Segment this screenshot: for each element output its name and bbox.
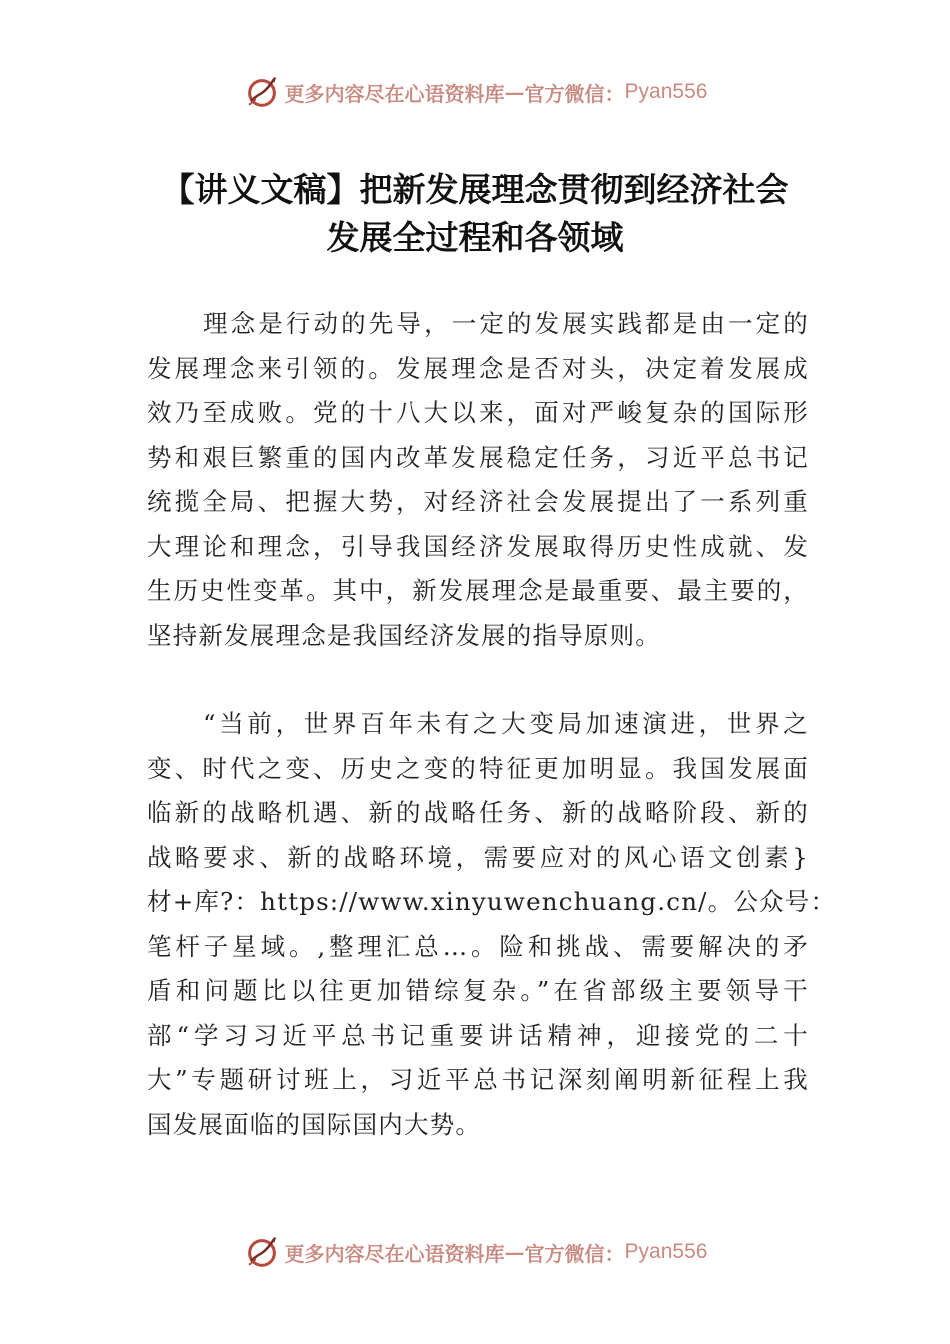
title-line-2: 发展全过程和各领域	[326, 218, 624, 257]
pen-logo-icon	[243, 73, 281, 111]
paragraph-1-line: 理念是行动的先导，一定的发展实践都是由一定的	[203, 309, 809, 338]
header-banner-suffix: 官方微信：	[524, 81, 625, 106]
footer-banner-text: 更多内容尽在心语资料库	[284, 1241, 505, 1266]
paragraph-2-line: 变、时代之变、历史之变的特征更加明显。我国发展面	[147, 753, 809, 783]
paragraph-1-line: 生历史性变革。其中，新发展理念是最重要、最主要的，	[147, 576, 809, 605]
pen-logo-icon	[243, 1233, 281, 1271]
paragraph-1-line: 大理论和理念，引导我国经济发展取得历史性成就、发	[147, 531, 809, 561]
paragraph-2-line: 部“学习习近平总书记重要讲话精神，迎接党的二十	[147, 1020, 809, 1050]
footer-banner-suffix: 官方微信：	[524, 1241, 625, 1266]
footer-banner-account: Pyan556	[624, 1240, 708, 1263]
paragraph-2-line: 大”专题研讨班上，习近平总书记深刻阐明新征程上我	[147, 1065, 809, 1094]
footer-banner-content	[243, 1233, 708, 1271]
paragraph-2-line: 国发展面临的国际国内大势。	[147, 1109, 482, 1139]
header-banner-content	[243, 73, 708, 111]
paragraph-1-line: 势和艰巨繁重的国内改革发展稳定任务，习近平总书记	[147, 442, 809, 472]
paragraph-2-line: “当前，世界百年未有之大变局加速演进，世界之	[203, 709, 809, 738]
paragraph-2-line: 战略要求、新的战略环境，需要应对的风心语文创素}	[147, 842, 809, 872]
paragraph-2-line: 笔杆子星域。,整理汇总…。险和挑战、需要解决的矛	[147, 931, 809, 961]
paragraph-2-line: 临新的战略机遇、新的战略任务、新的战略阶段、新的	[147, 798, 809, 827]
footer-banner-separator: —	[504, 1240, 525, 1264]
header-banner-text: 更多内容尽在心语资料库	[284, 81, 505, 106]
title-line-1: 【讲义文稿】把新发展理念贯彻到经济社会	[161, 170, 789, 209]
paragraph-2-line: 材+库?：https://www.xinyuwenchuang.cn/。公众号：	[147, 887, 837, 916]
paragraph-1-line: 效乃至成败。党的十八大以来，面对严峻复杂的国际形	[147, 398, 809, 427]
document-title	[100, 166, 850, 262]
header-banner-separator: —	[504, 80, 525, 104]
header-banner-account: Pyan556	[624, 80, 708, 103]
paragraph-1-line: 发展理念来引领的。发展理念是否对头，决定着发展成	[147, 353, 809, 383]
header-banner	[0, 72, 950, 112]
paragraph-1	[147, 302, 809, 658]
paragraph-2-line: 盾和问题比以往更加错综复杂。”在省部级主要领导干	[147, 976, 809, 1005]
paragraph-1-line: 统揽全局、把握大势，对经济社会发展提出了一系列重	[147, 487, 809, 516]
footer-banner	[0, 1232, 950, 1272]
paragraph-1-line: 坚持新发展理念是我国经济发展的指导原则。	[147, 620, 661, 650]
paragraph-2	[147, 702, 837, 1147]
